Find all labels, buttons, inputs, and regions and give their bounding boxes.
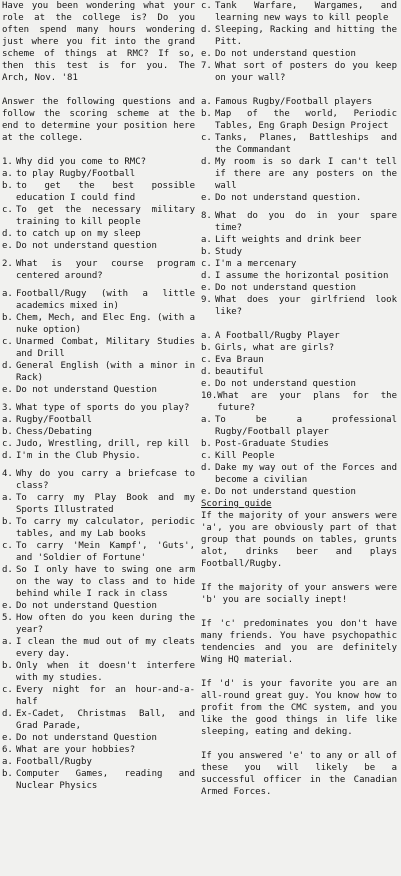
- option-text: Do not understand Question: [16, 385, 157, 395]
- option-label: d.: [2, 229, 13, 239]
- option-text: Dake my way out of the Forces and become a civilian: [215, 463, 397, 485]
- option-text: to catch up on my sleep: [16, 229, 141, 239]
- option-label: e.: [201, 49, 212, 59]
- option-5e: [2, 732, 195, 744]
- option-text: Girls, what are girls?: [215, 343, 335, 353]
- option-text: I assume the horizontal position: [215, 271, 389, 281]
- question-4: [2, 468, 195, 612]
- option-label: c.: [201, 133, 212, 143]
- option-8d: [201, 270, 397, 282]
- option-7b: [201, 108, 397, 132]
- option-text: I clean the mud out of my cleats every day.: [16, 637, 195, 659]
- option-10a: [201, 414, 397, 438]
- option-text: General English (with a minor in Rack): [16, 361, 195, 383]
- question-6: [2, 744, 195, 792]
- option-text: To get the necessary military training to kill people: [16, 205, 195, 227]
- question-number: 2.: [2, 259, 13, 269]
- option-9a: [201, 330, 397, 342]
- option-4e: [2, 600, 195, 612]
- option-text: Chess/Debating: [16, 427, 92, 437]
- option-3d: [2, 450, 195, 462]
- option-6b: [2, 768, 195, 792]
- option-text: Judo, Wrestling, drill, rep kill: [16, 439, 190, 449]
- option-label: d.: [201, 367, 212, 377]
- question-text: What does your girlfriend look like?: [215, 295, 397, 317]
- question-9: [201, 294, 397, 390]
- option-1b: [2, 180, 195, 204]
- option-10e: [201, 486, 397, 498]
- option-label: a.: [201, 331, 212, 341]
- option-4b: [2, 516, 195, 540]
- option-text: To carry 'Mein Kampf', 'Guts', and 'Soldier of Fortune': [16, 541, 195, 563]
- option-9d: [201, 366, 397, 378]
- option-9e: [201, 378, 397, 390]
- question-text: How often do you keen during the year?: [16, 613, 195, 635]
- option-text: Unarmed Combat, Military Studies and Drill: [16, 337, 195, 359]
- option-label: a.: [2, 757, 13, 767]
- option-text: So I only have to swing one arm on the way to class and to hide behind while I rack in class: [16, 565, 195, 599]
- option-2d: [2, 360, 195, 384]
- question-number: 1.: [2, 157, 13, 167]
- option-9c: [201, 354, 397, 366]
- option-8b: [201, 246, 397, 258]
- option-text: beautiful: [215, 367, 264, 377]
- scoring-guide: [201, 498, 397, 798]
- option-7a: [201, 96, 397, 108]
- option-label: d.: [2, 451, 13, 461]
- option-text: Every night for an hour-and-a-half: [16, 685, 195, 707]
- option-text: Chem, Mech, and Elec Eng. (with a nuke option): [16, 313, 195, 335]
- option-text: I'm a mercenary: [215, 259, 297, 269]
- option-label: c.: [201, 259, 212, 269]
- option-label: c.: [2, 541, 13, 551]
- option-1e: [2, 240, 195, 252]
- option-text: Eva Braun: [215, 355, 264, 365]
- question-text: Why did you come to RMC?: [16, 157, 147, 167]
- option-label: a.: [201, 97, 212, 107]
- option-text: To carry my calculator, periodic tables, and my Lab books: [16, 517, 195, 539]
- option-5a: [2, 636, 195, 660]
- option-7d: [201, 156, 397, 192]
- scoring-b: If the majority of your answers were 'b' you are socially inept!: [201, 583, 397, 605]
- question-number: 4.: [2, 469, 13, 479]
- option-text: to play Rugby/Football: [16, 169, 136, 179]
- option-text: Do not understand question: [215, 283, 356, 293]
- option-6e: [201, 48, 397, 60]
- question-text: What are your plans for the future?: [217, 391, 397, 413]
- option-2b: [2, 312, 195, 336]
- option-8e: [201, 282, 397, 294]
- option-label: c.: [2, 685, 13, 695]
- option-label: a.: [2, 493, 13, 503]
- option-label: c.: [201, 1, 212, 11]
- option-label: b.: [2, 181, 13, 191]
- option-label: d.: [201, 463, 212, 473]
- option-text: Rugby/Football: [16, 415, 92, 425]
- question-1: [2, 156, 195, 252]
- option-1c: [2, 204, 195, 228]
- option-text: Sleeping, Racking and hitting the Pitt.: [215, 25, 397, 47]
- option-text: Do not understand question: [215, 49, 356, 59]
- option-8a: [201, 234, 397, 246]
- option-5b: [2, 660, 195, 684]
- option-label: b.: [2, 517, 13, 527]
- option-9b: [201, 342, 397, 354]
- option-text: A Football/Rugby Player: [215, 331, 340, 341]
- option-label: d.: [2, 361, 13, 371]
- intro-paragraph: [2, 0, 195, 84]
- option-10d: [201, 462, 397, 486]
- option-text: Tanks, Planes, Battleships and the Commandant: [215, 133, 397, 155]
- scoring-d: If 'd' is your favorite you are an all-round great guy. You know how to profit from the CMC system, and you like the good things in life like sleeping, eating and deking.: [201, 679, 397, 737]
- right-column: [201, 0, 397, 798]
- option-label: a.: [2, 415, 13, 425]
- option-label: e.: [201, 193, 212, 203]
- option-10c: [201, 450, 397, 462]
- instructions: Answer the following questions and follow the scoring scheme at the end to determine your position here at the college.: [2, 97, 195, 143]
- question-number: 9.: [201, 295, 212, 305]
- scoring-a: If the majority of your answers were 'a', you are obviously part of that group that pounds on tables, grunts alot, drinks beer and plays Football/Rugby.: [201, 511, 397, 569]
- option-text: Study: [215, 247, 243, 257]
- option-text: to get the best possible education I could find: [16, 181, 195, 203]
- option-label: a.: [2, 637, 13, 647]
- question-text: What do you do in your spare time?: [215, 211, 397, 233]
- option-3a: [2, 414, 195, 426]
- option-4d: [2, 564, 195, 600]
- option-label: b.: [201, 109, 212, 119]
- option-text: Do not understand question: [16, 241, 157, 251]
- option-label: c.: [201, 451, 212, 461]
- scoring-heading: Scoring guide: [201, 499, 272, 509]
- question-number: 6.: [2, 745, 13, 755]
- option-8c: [201, 258, 397, 270]
- option-7c: [201, 132, 397, 156]
- option-text: Map of the world, Periodic Tables, Eng Graph Design Project: [215, 109, 397, 131]
- option-4a: [2, 492, 195, 516]
- option-label: d.: [201, 157, 212, 167]
- question-number: 10.: [201, 391, 218, 401]
- option-text: Ex-Cadet, Christmas Ball, and Grad Parade,: [16, 709, 195, 731]
- option-2e: [2, 384, 195, 396]
- option-label: a.: [201, 235, 212, 245]
- option-label: c.: [201, 355, 212, 365]
- option-label: e.: [2, 385, 13, 395]
- question-text: What type of sports do you play?: [16, 403, 190, 413]
- option-label: b.: [2, 769, 13, 779]
- option-label: d.: [201, 25, 212, 35]
- option-label: d.: [2, 709, 13, 719]
- option-text: I'm in the Club Physio.: [16, 451, 141, 461]
- option-text: My room is so dark I can't tell if there are any posters on the wall: [215, 157, 397, 191]
- question-number: 8.: [201, 211, 212, 221]
- option-text: Do not understand Question: [16, 733, 157, 743]
- source-citation: The Arch, Nov. '81: [2, 61, 195, 83]
- left-column: [2, 0, 195, 792]
- question-text: What are your hobbies?: [16, 745, 136, 755]
- scoring-e: If you answered 'e' to any or all of these you will likely be a successful officer in the Canadian Armed Forces.: [201, 751, 397, 797]
- option-label: e.: [201, 487, 212, 497]
- option-label: e.: [201, 379, 212, 389]
- option-text: Do not understand question: [215, 379, 356, 389]
- intro-text: Have you been wondering what your role at the college is? Do you often spend many hours wondering just where you fit into the grand scheme of things at RMC? If so, then this test is for you.: [2, 1, 195, 71]
- option-label: a.: [2, 169, 13, 179]
- question-6-continued: [201, 0, 397, 60]
- option-label: e.: [2, 733, 13, 743]
- option-7e: [201, 192, 397, 204]
- option-label: e.: [2, 241, 13, 251]
- option-text: Post-Graduate Studies: [215, 439, 329, 449]
- question-3: [2, 402, 195, 462]
- option-5d: [2, 708, 195, 732]
- option-label: e.: [201, 283, 212, 293]
- option-label: b.: [2, 427, 13, 437]
- option-6d: [201, 24, 397, 48]
- option-text: Only when it doesn't interfere with my studies.: [16, 661, 195, 683]
- scoring-c: If 'c' predominates you don't have many friends. You have psychopathic tendencies and you are definitely Wing HQ material.: [201, 619, 397, 665]
- option-label: d.: [2, 565, 13, 575]
- option-4c: [2, 540, 195, 564]
- option-6c: [201, 0, 397, 24]
- question-number: 3.: [2, 403, 13, 413]
- option-label: b.: [201, 247, 212, 257]
- option-3b: [2, 426, 195, 438]
- option-label: a.: [2, 289, 13, 299]
- question-text: What sort of posters do you keep on your wall?: [215, 61, 397, 83]
- option-label: c.: [2, 439, 13, 449]
- option-text: Do not understand Question: [16, 601, 157, 611]
- option-10b: [201, 438, 397, 450]
- question-10: [201, 390, 397, 498]
- option-2a: [2, 288, 195, 312]
- option-5c: [2, 684, 195, 708]
- option-label: c.: [2, 205, 13, 215]
- option-text: Kill People: [215, 451, 275, 461]
- question-number: 7.: [201, 61, 212, 71]
- option-text: To carry my Play Book and my Sports Illustrated: [16, 493, 195, 515]
- option-1a: [2, 168, 195, 180]
- question-text: Why do you carry a briefcase to class?: [16, 469, 195, 491]
- option-text: To be a professional Rugby/Football player: [215, 415, 397, 437]
- option-label: b.: [201, 439, 212, 449]
- option-2c: [2, 336, 195, 360]
- option-6a: [2, 756, 195, 768]
- option-1d: [2, 228, 195, 240]
- option-text: Computer Games, reading and Nuclear Physics: [16, 769, 195, 791]
- option-label: b.: [2, 313, 13, 323]
- option-text: Football/Rugby: [16, 757, 92, 767]
- question-text: What is your course program centered around?: [16, 259, 195, 281]
- question-7: [201, 60, 397, 204]
- option-label: c.: [2, 337, 13, 347]
- option-text: Lift weights and drink beer: [215, 235, 362, 245]
- option-label: d.: [201, 271, 212, 281]
- option-label: b.: [2, 661, 13, 671]
- option-text: Do not understand question: [215, 487, 356, 497]
- option-3c: [2, 438, 195, 450]
- question-number: 5.: [2, 613, 13, 623]
- option-label: e.: [2, 601, 13, 611]
- option-text: Do not understand question.: [215, 193, 362, 203]
- option-text: Famous Rugby/Football players: [215, 97, 373, 107]
- option-label: a.: [201, 415, 212, 425]
- option-text: Tank Warfare, Wargames, and learning new ways to kill people: [215, 1, 397, 23]
- question-5: [2, 612, 195, 744]
- question-2: [2, 258, 195, 396]
- question-8: [201, 210, 397, 294]
- option-label: b.: [201, 343, 212, 353]
- option-text: Football/Rugy (with a little academics mixed in): [16, 289, 195, 311]
